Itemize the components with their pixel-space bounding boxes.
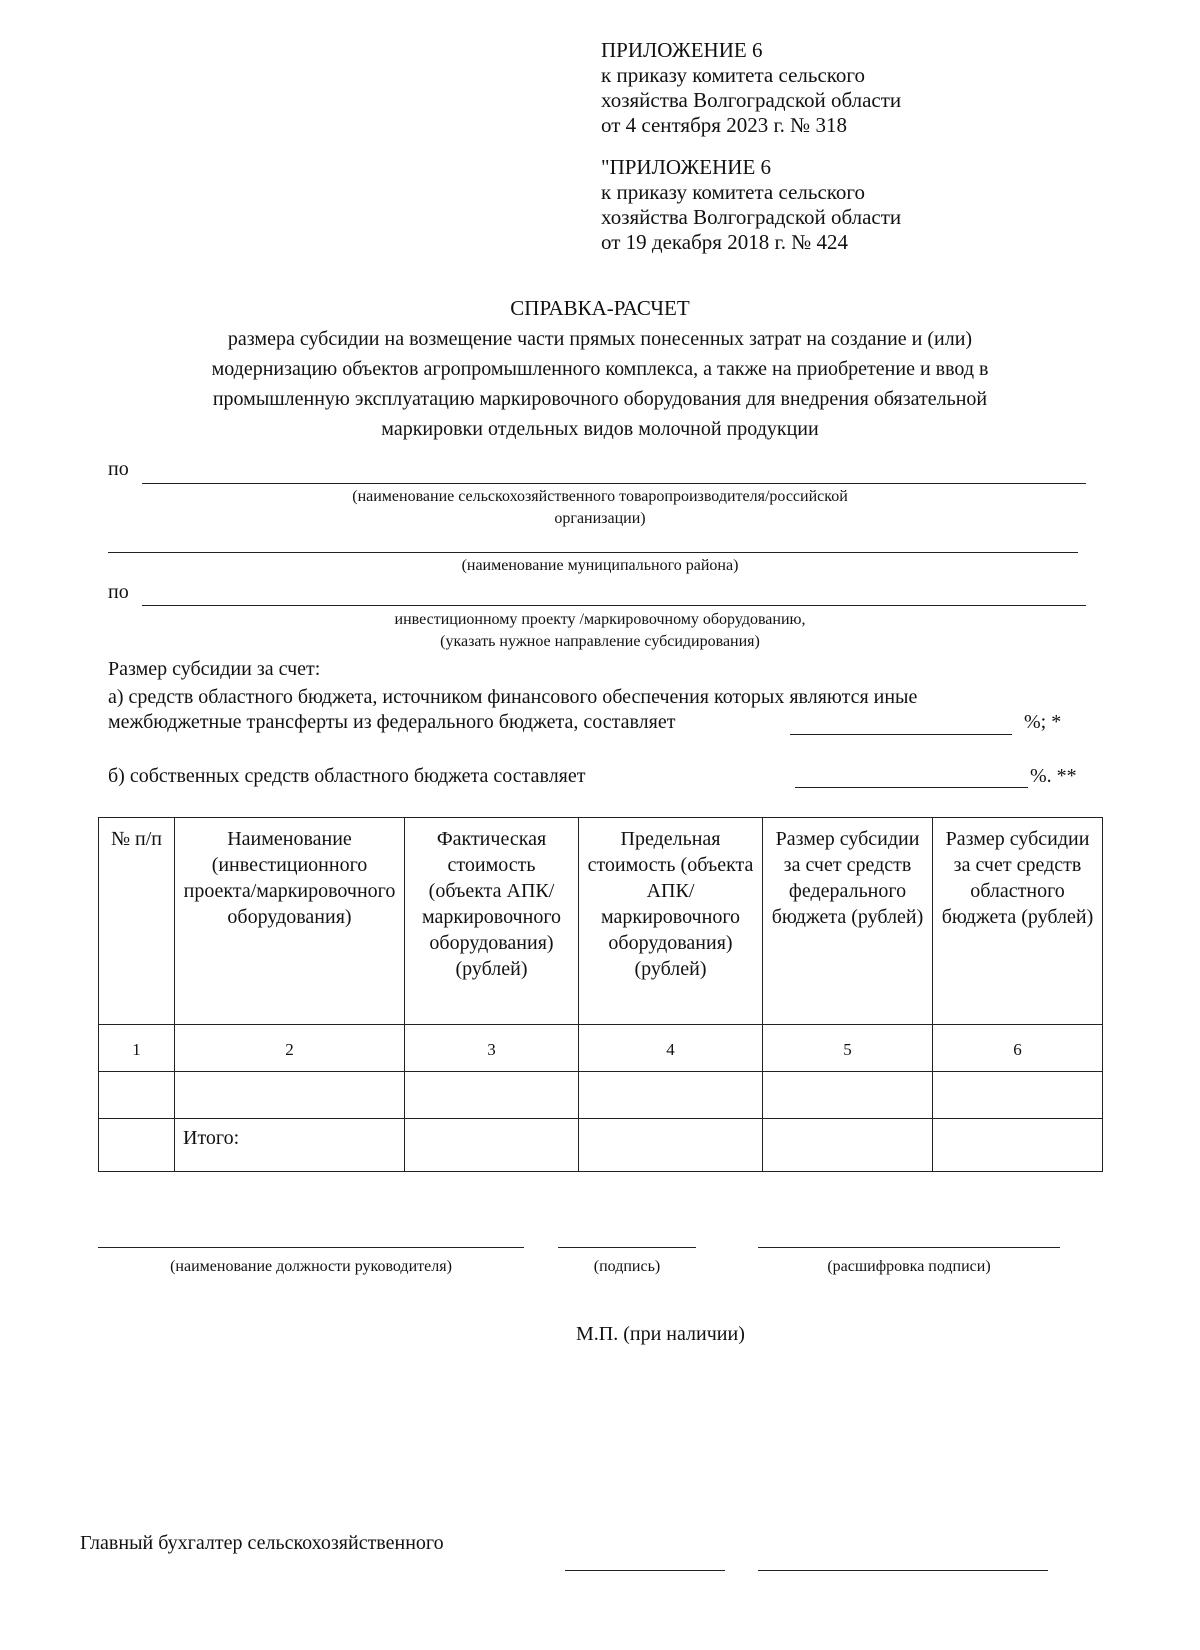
- table-cell[interactable]: [579, 1072, 763, 1119]
- column-number: 6: [933, 1025, 1103, 1072]
- document-subtitle: [0, 324, 1200, 444]
- hint-line: (указать нужное направление субсидирования): [440, 633, 760, 650]
- district-hint: (наименование муниципального района): [461, 557, 739, 574]
- subsidy-table: [98, 817, 1103, 1172]
- annex-line: от 19 декабря 2018 г. № 424: [601, 230, 848, 254]
- table-cell[interactable]: [405, 1072, 579, 1119]
- header-limit-cost: Предельная стоимость (объекта АПК/маркировочного оборудования) (рублей): [579, 818, 763, 1025]
- subtitle-line: маркировки отдельных видов молочной продукции: [381, 418, 819, 440]
- accountant-decoding-field[interactable]: [758, 1570, 1048, 1571]
- column-number: 3: [405, 1025, 579, 1072]
- hint-line: (наименование сельскохозяйственного товаропроизводителя/российской: [352, 488, 848, 505]
- hint-line: инвестиционному проекту /маркировочному оборудованию,: [394, 611, 806, 628]
- table-cell[interactable]: [579, 1119, 763, 1172]
- subsidy-intro: Размер субсидии за счет:: [108, 658, 321, 680]
- position-field[interactable]: [98, 1247, 524, 1248]
- table-cell[interactable]: [933, 1119, 1103, 1172]
- table-cell[interactable]: [933, 1072, 1103, 1119]
- column-number-row: [99, 1025, 1103, 1072]
- header-actual-cost: Фактическая стоимость (объекта АПК/маркировочного оборудования) (рублей): [405, 818, 579, 1025]
- item-a-line-2: межбюджетные трансферты из федерального бюджета, составляет: [108, 711, 676, 733]
- direction-field[interactable]: [142, 605, 1086, 606]
- item-a-line-1: а) средств областного бюджета, источником финансового обеспечения которых являются иные: [108, 686, 918, 708]
- table-cell[interactable]: [175, 1072, 405, 1119]
- producer-name-field[interactable]: [142, 483, 1086, 484]
- signature-field[interactable]: [558, 1247, 696, 1248]
- annex-line: к приказу комитета сельского: [601, 180, 866, 204]
- decoding-hint: (расшифровка подписи): [827, 1258, 991, 1275]
- item-a-percent-field[interactable]: [790, 734, 1012, 735]
- item-b-percent-field[interactable]: [795, 787, 1028, 788]
- producer-hint: [0, 486, 1200, 530]
- signature-hint: (подпись): [593, 1258, 661, 1275]
- header-number: № п/п: [99, 818, 175, 1025]
- annex-line: к приказу комитета сельского: [601, 63, 866, 87]
- po-label: по: [108, 458, 129, 480]
- document-title: СПРАВКА-РАСЧЕТ: [510, 296, 690, 320]
- annex-line: хозяйства Волгоградской области: [601, 88, 902, 112]
- header-federal-subsidy: Размер субсидии за счет средств федерального бюджета (рублей): [763, 818, 933, 1025]
- table-row: [99, 1072, 1103, 1119]
- subtitle-line: размера субсидии на возмещение части прямых понесенных затрат на создание и (или): [227, 328, 973, 350]
- column-number: 1: [99, 1025, 175, 1072]
- seal-note: М.П. (при наличии): [576, 1323, 745, 1345]
- header-name: Наименование (инвестиционного проекта/маркировочного оборудования): [175, 818, 405, 1025]
- accountant-signature-field[interactable]: [565, 1570, 725, 1571]
- annex-title: ПРИЛОЖЕНИЕ 6: [601, 38, 763, 62]
- table-cell[interactable]: [405, 1119, 579, 1172]
- district-name-field[interactable]: [108, 552, 1078, 553]
- annex-title: "ПРИЛОЖЕНИЕ 6: [601, 155, 772, 179]
- direction-hint: [0, 609, 1200, 653]
- column-number: 4: [579, 1025, 763, 1072]
- annex-line: от 4 сентября 2023 г. № 318: [601, 113, 847, 137]
- item-b-suffix: %. **: [1030, 765, 1077, 787]
- subtitle-line: модернизацию объектов агропромышленного комплекса, а также на приобретение и ввод в: [211, 358, 989, 380]
- item-b-line: б) собственных средств областного бюджета составляет: [108, 765, 586, 787]
- hint-line: организации): [554, 510, 646, 527]
- total-row: [99, 1119, 1103, 1172]
- subtitle-line: промышленную эксплуатацию маркировочного оборудования для внедрения обязательной: [212, 388, 988, 410]
- position-hint: (наименование должности руководителя): [170, 1258, 452, 1275]
- column-number: 5: [763, 1025, 933, 1072]
- table-cell[interactable]: [99, 1072, 175, 1119]
- annex-block-current: [601, 38, 901, 138]
- item-a-suffix: %; *: [1024, 711, 1062, 733]
- table-cell[interactable]: [763, 1072, 933, 1119]
- annex-block-original: [601, 155, 901, 255]
- column-number: 2: [175, 1025, 405, 1072]
- header-regional-subsidy: Размер субсидии за счет средств областного бюджета (рублей): [933, 818, 1103, 1025]
- signature-decoding-field[interactable]: [758, 1247, 1060, 1248]
- table-cell[interactable]: [99, 1119, 175, 1172]
- po-label: по: [108, 581, 129, 603]
- table-header-row: [99, 818, 1103, 1025]
- table-cell[interactable]: [763, 1119, 933, 1172]
- total-label: Итого:: [175, 1119, 405, 1172]
- chief-accountant-label: Главный бухгалтер сельскохозяйственного: [80, 1532, 444, 1554]
- annex-line: хозяйства Волгоградской области: [601, 205, 902, 229]
